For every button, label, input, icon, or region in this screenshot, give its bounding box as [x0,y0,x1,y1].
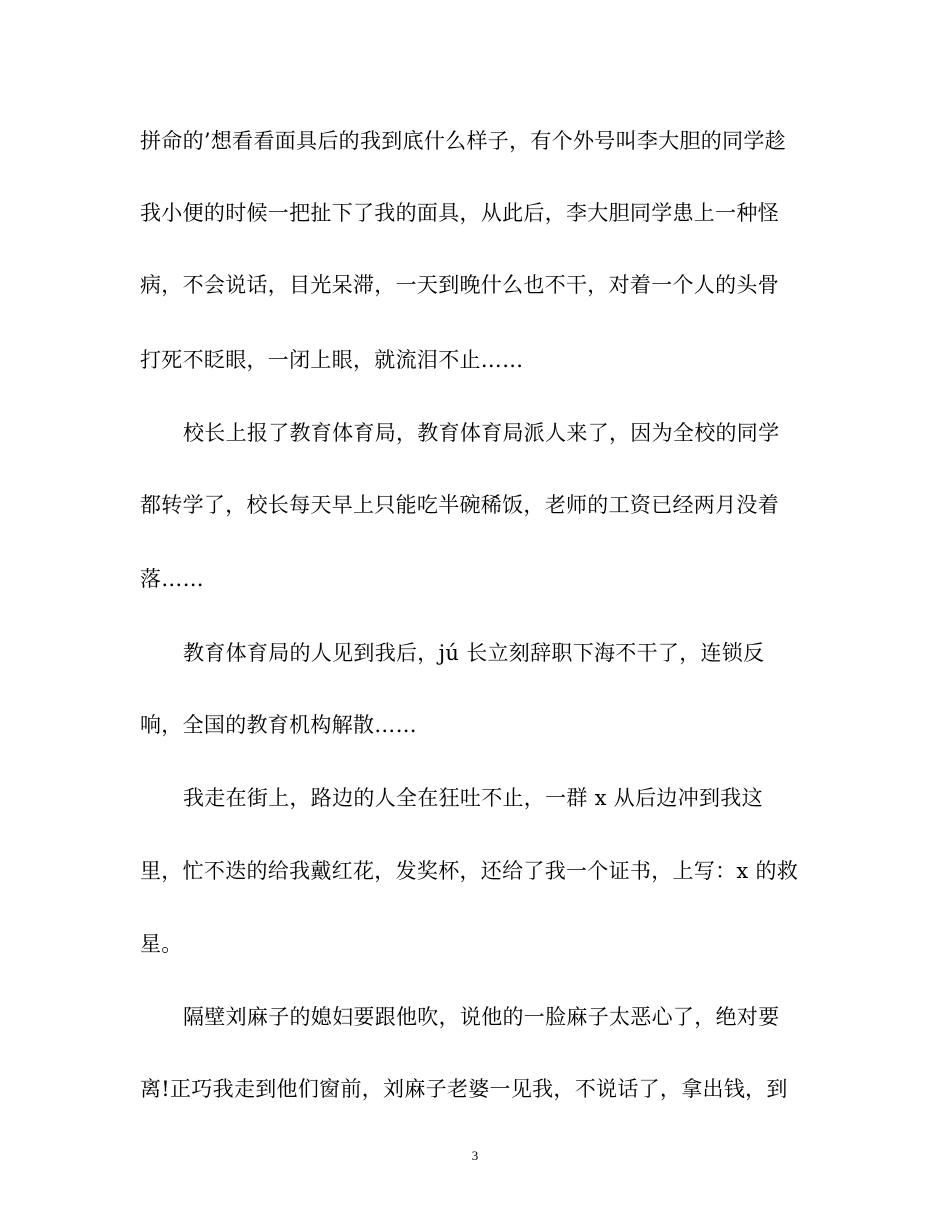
text-line-9: 响，全国的教育机构解散…… [140,713,417,737]
text-line-4: 打死不眨眼，一闭上眼，就流泪不止…… [140,348,524,372]
paragraph-start-3: 我走在街上，路边的人全在狂吐不止，一群 x 从后边冲到我这 [183,786,763,810]
text-line-3: 病，不会说话，目光呆滞，一天到晚什么也不干，对着一个人的头骨 [140,273,779,297]
text-line-2: 我小便的时候一把扯下了我的面具，从此后，李大胆同学患上一种怪 [140,201,779,225]
page-number: 3 [471,1148,479,1163]
paragraph-start-2: 教育体育局的人见到我后，jú 长立刻辞职下海不干了，连锁反 [183,641,765,665]
text-line-12: 星。 [140,932,183,956]
paragraph-start-1: 校长上报了教育体育局，教育体育局派人来了，因为全校的同学 [183,421,780,445]
text-line-14: 离!正巧我走到他们窗前，刘麻子老婆一见我，不说话了，拿出钱，到 [140,1077,788,1101]
text-line-6: 都转学了，校长每天早上只能吃半碗稀饭，老师的工资已经两月没着 [140,493,779,517]
text-line-7: 落…… [140,567,204,591]
text-line-1: 拼命的’想看看面具后的我到底什么样子，有个外号叫李大胆的同学趁 [140,129,786,153]
paragraph-start-4: 隔壁刘麻子的媳妇要跟他吹，说他的一脸麻子太恶心了，绝对要 [183,1005,780,1029]
text-line-11: 里，忙不迭的给我戴红花，发奖杯，还给了我一个证书，上写：x 的救 [140,859,799,883]
